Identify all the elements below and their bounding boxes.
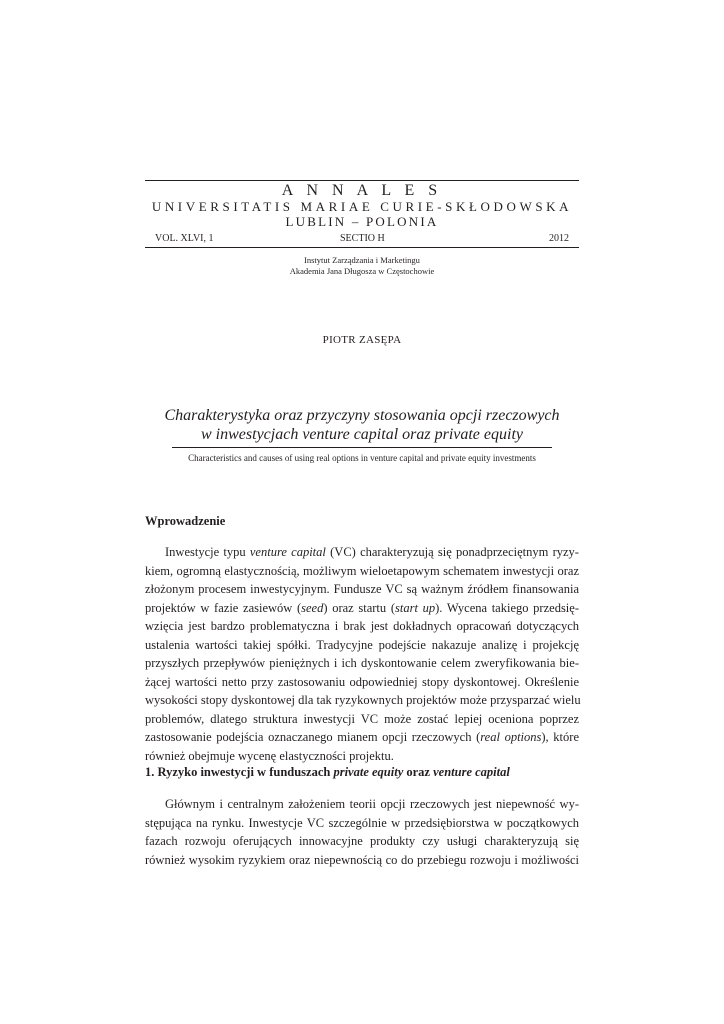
- intro-paragraph: [145, 543, 579, 765]
- section-heading-intro: Wprowadzenie: [145, 514, 226, 528]
- text-line: problemów, dlatego struktura inwestycji VC może zostać lepiej oceniona poprzez: [145, 711, 579, 726]
- text-line: złożonym procesem inwestycyjnym. Fundusze VC są ważnym źródłem finansowania: [145, 582, 579, 596]
- journal-city: LUBLIN – POLONIA: [285, 214, 439, 229]
- volume-label: VOL. XLVI, 1: [155, 233, 214, 244]
- affiliation-line-2: Akademia Jana Długosza w Częstochowie: [289, 266, 435, 276]
- text-line: żącej wartości netto przy zastosowaniu odpowiedniej stopy dyskontowej. Określenie: [145, 674, 579, 689]
- text-line: stępująca na rynku. Inwestycje VC szczególnie w przedsiębiorstwa w początkowych: [145, 815, 579, 830]
- header-bottom-rule: [145, 247, 579, 248]
- text-line: kiem, ogromną elastycznością, możliwym wieloetapowym schematem inwestycji oraz: [145, 563, 579, 578]
- author-name: PIOTR ZASĘPA: [322, 334, 402, 346]
- journal-university: UNIVERSITATIS MARIAE CURIE-SKŁODOWSKA: [151, 199, 573, 214]
- text-line: również wysokim ryzykiem oraz niepewnością co do przebiegu rozwoju i możliwości: [145, 852, 579, 867]
- risk-paragraph: [145, 795, 579, 869]
- title-line-1: Charakterystyka oraz przyczyny stosowania opcji rzeczowych: [164, 407, 560, 424]
- title-rule: [172, 447, 552, 448]
- affiliation-line-1: Instytut Zarządzania i Marketingu: [304, 255, 420, 265]
- text-line: przyszłych przepływów pieniężnych i ich dyskontowanie celem zweryfikowania bie-: [145, 656, 579, 670]
- english-subtitle: Characteristics and causes of using real options in venture capital and private equity investments: [188, 453, 536, 463]
- section-heading-risk: 1. Ryzyko inwestycji w funduszach private equity oraz venture capital: [145, 765, 510, 779]
- text-line: Inwestycje typu venture capital (VC) charakteryzują się ponadprzeciętnym ryzy-: [165, 545, 579, 559]
- text-line: zastosowanie podejścia oznaczanego mianem opcji rzeczowych (real options), które: [145, 730, 579, 744]
- text-line: Głównym i centralnym założeniem teorii opcji rzeczowych jest niepewność wy-: [165, 797, 579, 811]
- section-label: SECTIO H: [340, 233, 385, 244]
- journal-name: A N N A L E S: [281, 182, 443, 199]
- year-label: 2012: [549, 233, 569, 244]
- text-line: ustalenia wartości takiej spółki. Tradycyjne podejście nakazuje analizę i projekcję: [145, 637, 579, 652]
- text-line: również obejmuje wycenę elastyczności projektu.: [145, 748, 394, 763]
- text-line: projektów w fazie zasiewów (seed) oraz startu (start up). Wycena takiego przedsię-: [145, 600, 579, 615]
- text-line: wzięcia jest bardzo problematyczna i brak jest dokładnych opracowań dotyczących: [145, 619, 579, 633]
- text-line: fazach rozwoju oferujących innowacyjne produkty czy usługi charakteryzują się: [145, 834, 579, 848]
- text-line: wysokości stopy dyskontowej dla tak ryzykownych projektów może przysparzać wielu: [145, 693, 581, 707]
- title-line-2: w inwestycjach venture capital oraz private equity: [201, 426, 523, 443]
